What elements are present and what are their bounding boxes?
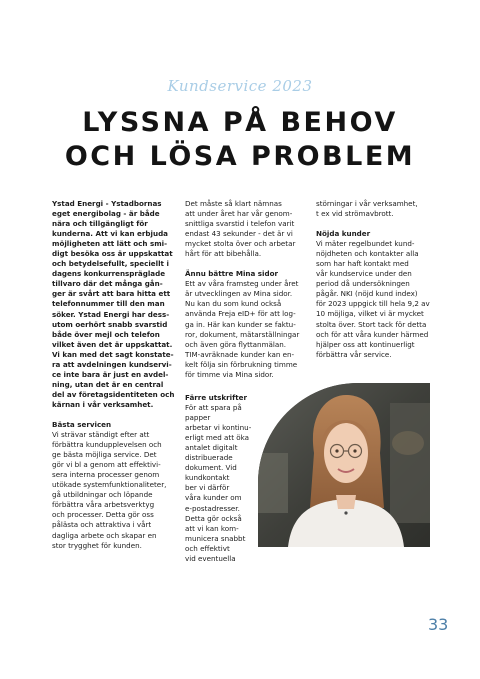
headline-line-1: LYSSNA PÅ BEHOV (82, 107, 398, 138)
section-kicker: Kundservice 2023 (167, 77, 313, 95)
portrait-photo (258, 383, 430, 547)
article-column-2 (185, 199, 302, 380)
subheading-farre-utskrifter: Färre utskrifter (185, 393, 247, 402)
subheading-nojda-kunder: Nöjda kunder (316, 229, 371, 239)
body-paragraph: Vi strävar ständigt efter att förbättra kundupplevelsen och ge bästa möjliga service. Det gör vi bl a genom att effektivi- sera interna processer genom utökade systemfunktionaliteter, gå utbildningar och löpande förbättra våra arbetsverktyg och processer. Detta gör oss pålästa och attraktiva i vårt dagliga arbete och skapar en stor trygghet för kunden. (52, 430, 167, 550)
body-paragraph: Ett av våra framsteg under året är utvecklingen av Mina sidor. Nu kan du som kund också använda Freja eID+ för att log- ga in. Här kan kunder se faktu- ror, dokument, mätarställningar och även göra flyttanmälan. TIM-avräknade kunder kan en- kelt följa sin förbrukning timme för timme via Mina sidor. (185, 279, 300, 379)
body-paragraph: För att spara på papper arbetar vi kontinu- erligt med att öka antalet digitalt distribuerade dokument. Vid kundkontakt ber vi därför våra kunder om e-postadresser. Detta gör också att vi kan kom- municera snabbt och effektivt vid eventuella (185, 403, 252, 563)
subheading-mina-sidor: Ännu bättre Mina sidor (185, 269, 279, 279)
page-headline (0, 106, 480, 174)
headline-line-2: OCH LÖSA PROBLEM (64, 141, 416, 172)
article-column-1 (52, 199, 180, 551)
article-column-3 (316, 199, 432, 360)
body-paragraph: störningar i vår verksamhet, t ex vid strömavbrott. (316, 199, 418, 219)
page-number: 33 (428, 615, 449, 634)
body-paragraph: Vi mäter regelbundet kund- nöjdheten och kontakter alla som har haft kontakt med vår kundservice under den period då undersökningen pågår. NKI (nöjd kund index) för 2023 uppgick till hela 9,2 av 10 möjliga, vilket vi är mycket stolta över. Stort tack för detta och för att våra kunder härmed hjälper oss att kontinuerligt förbättra vår service. (316, 239, 430, 359)
body-paragraph: Det måste så klart nämnas att under året har vår genom- snittliga svarstid i telefon varit endast 43 sekunder - det är vi mycket stolta över och arbetar hårt för att bibehålla. (185, 199, 296, 259)
article-column-2-wrap (185, 393, 259, 564)
lead-paragraph: Ystad Energi - Ystadbornas eget energibolag - är både nära och tillgängligt för kunderna. Att vi kan erbjuda möjligheten att lätt och smi- digt besöka oss är uppskattat och betydelsefullt, speciellt i dagens konkurrenspräglade tillvaro där det många gån- ger är svårt att bara hitta ett telefonnummer till den man söker. Ystad Energi har dess- utom oerhört snabb svarstid både över mejl och telefon vilket även det är uppskattat. Vi kan med det sagt konstate- ra att avdelningen kundservi- ce inte bara är just en avdel- ning, utan det är en central del av företagsidentiteten och kärnan i vår verksamhet. (52, 199, 175, 409)
subheading-basta-servicen: Bästa servicen (52, 419, 112, 429)
portrait-illustration (258, 383, 430, 547)
